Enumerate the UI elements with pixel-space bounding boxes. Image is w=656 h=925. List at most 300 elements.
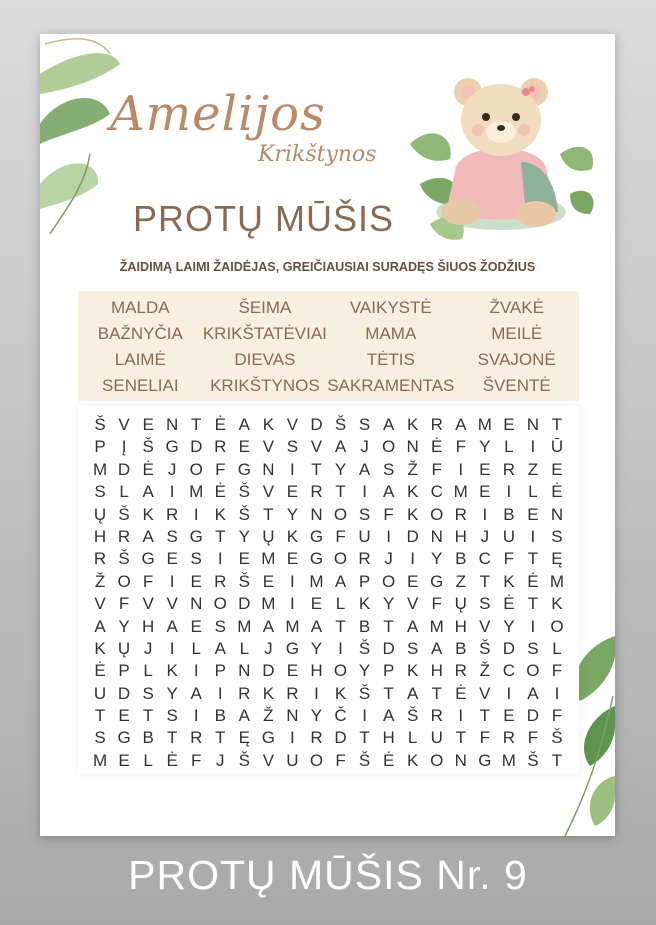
grid-letter: T [359,728,370,748]
grid-letter: M [261,594,276,614]
grid-letter: Š [358,683,371,703]
grid-letter: L [407,728,418,748]
grid-letter: F [527,728,539,748]
grid-letter: N [310,504,323,524]
grid-letter: I [290,571,295,591]
grid-letter: S [286,437,299,457]
grid-letter: A [310,616,323,636]
grid-letter: S [358,504,371,524]
word-list-item: ŠEIMA [238,298,292,317]
grid-letter: B [503,504,515,524]
grid-letter: K [262,683,275,703]
grid-letter: Š [358,750,371,770]
grid-letter: T [215,526,226,546]
grid-letter: E [190,616,202,636]
grid-letter: D [262,661,275,681]
grid-letter: K [142,504,154,524]
grid-letter: T [479,571,491,591]
grid-letter: S [406,638,419,658]
grid-letter: R [117,526,131,546]
grid-letter: V [262,437,275,457]
grid-letter: G [285,638,300,658]
grid-letter: O [213,594,227,614]
grid-letter: E [310,594,323,614]
grid-letter: J [264,638,273,658]
grid-letter: T [455,728,466,748]
grid-letter: V [310,437,323,457]
word-list-item: DIEVAS [234,350,296,369]
grid-letter: Ž [407,459,418,479]
grid-letter: J [216,750,225,770]
letter-grid [88,414,569,772]
grid-letter: I [217,549,223,569]
grid-letter: Y [310,638,323,658]
grid-letter: E [503,415,515,434]
event-name-script: Krikštynos [258,142,377,167]
grid-letter: H [93,526,107,546]
grid-letter: R [454,661,467,681]
grid-letter: S [214,616,226,636]
grid-letter: G [309,526,324,546]
grid-letter: I [290,594,295,614]
word-list-item: LAIMĖ [114,350,166,369]
word-search-grid [78,406,579,774]
grid-letter: I [338,638,343,658]
grid-letter: F [335,750,346,770]
grid-letter: Š [238,571,250,591]
grid-letter: I [530,437,536,457]
grid-letter: B [358,616,371,636]
grid-letter: R [190,728,203,748]
grid-letter: K [262,415,275,434]
grid-letter: K [286,526,299,546]
grid-letter: Č [334,706,347,726]
grid-letter: F [142,571,154,591]
grid-letter: V [479,616,491,636]
grid-letter: F [335,526,346,546]
grid-letter: S [479,594,491,614]
grid-letter: P [382,661,395,681]
grid-letter: E [406,571,419,591]
grid-letter: I [193,504,199,524]
grid-letter: Y [310,706,323,726]
grid-letter: M [285,616,300,636]
grid-letter: L [504,437,514,457]
grid-letter: I [290,459,295,479]
grid-letter: V [142,594,154,614]
grid-letter: Y [334,459,347,479]
grid-letter: Z [527,459,539,479]
word-list-item: MAMA [365,324,417,343]
grid-letter: O [333,549,348,569]
grid-letter: B [455,638,467,658]
grid-letter: L [239,638,250,658]
grid-letter: V [406,594,419,614]
grid-letter: M [429,616,444,636]
grid-letter: E [142,415,154,434]
grid-letter: G [309,549,324,569]
grid-letter: I [530,526,536,546]
grid-letter: Y [479,437,491,457]
grid-letter: T [551,415,563,434]
grid-letter: N [286,706,299,726]
grid-letter: O [382,571,396,591]
grid-letter: T [335,482,346,502]
grid-letter: O [333,661,348,681]
grid-letter: L [143,661,153,681]
grid-letter: G [237,459,251,479]
child-name-script: Amelijos [110,86,326,142]
word-list-item: SAKRAMENTAS [327,376,455,395]
grid-letter: T [527,549,539,569]
grid-letter: K [406,482,419,502]
grid-letter: A [358,459,371,479]
grid-letter: K [214,504,226,524]
grid-letter: I [362,482,367,502]
grid-letter: S [190,549,202,569]
word-list-item: MEILĖ [491,324,543,343]
grid-letter: D [117,459,131,479]
grid-letter: A [94,616,106,636]
grid-letter: Y [503,616,515,636]
grid-letter: C [478,549,491,569]
grid-letter: Ų [117,638,131,658]
grid-letter: F [551,661,563,681]
grid-letter: R [454,504,467,524]
grid-letter: I [169,571,175,591]
word-list-item: TĖTIS [366,350,415,369]
grid-letter: J [143,638,153,658]
grid-letter: T [311,459,322,479]
grid-letter: T [263,504,274,524]
grid-letter: A [142,526,154,546]
grid-letter: O [526,661,540,681]
grid-letter: T [383,616,394,636]
grid-letter: O [309,750,324,770]
grid-letter: J [360,437,369,457]
grid-letter: U [286,750,299,770]
grid-letter: Ė [455,683,467,703]
grid-letter: Ė [382,750,395,770]
grid-letter: H [382,728,395,748]
grid-letter: Š [334,415,347,434]
grid-letter: G [189,526,203,546]
grid-letter: Y [286,504,299,524]
grid-letter: A [334,437,347,457]
grid-letter: M [237,616,252,636]
word-list-item: KRIKŠTATĖVIAI [202,324,327,343]
grid-letter: F [191,750,202,770]
grid-letter: O [430,504,444,524]
grid-letter: I [410,549,416,569]
grid-letter: R [214,571,227,591]
grid-letter: I [482,504,488,524]
grid-letter: G [141,549,155,569]
grid-letter: B [455,549,467,569]
grid-letter: Š [238,750,250,770]
grid-letter: E [262,571,275,591]
grid-letter: N [406,437,419,457]
grid-letter: E [238,549,250,569]
grid-letter: S [94,482,106,502]
grid-letter: Ė [166,750,178,770]
word-list-item: SENELIAI [102,376,179,395]
grid-letter: O [333,504,348,524]
grid-letter: F [118,594,130,614]
grid-letter: V [94,594,106,614]
grid-letter: R [214,437,227,457]
grid-letter: Ė [527,571,539,591]
grid-letter: I [169,638,175,658]
word-list-item: BAŽNYČIA [97,324,183,343]
grid-letter: A [406,683,419,703]
grid-letter: K [551,594,563,614]
grid-letter: E [286,549,299,569]
grid-letter: I [458,459,464,479]
word-list-item: VAIKYSTĖ [349,298,432,317]
grid-letter: G [165,437,179,457]
grid-letter: A [406,616,419,636]
grid-letter: E [551,459,563,479]
grid-letter: G [261,728,275,748]
grid-letter: J [167,459,177,479]
grid-letter: N [550,504,564,524]
grid-letter: J [480,526,490,546]
grid-letter: C [430,482,443,502]
grid-letter: M [453,482,468,502]
grid-letter: E [527,504,539,524]
grid-letter: Š [118,549,130,569]
grid-letter: I [217,683,223,703]
grid-letter: N [238,661,251,681]
grid-letter: F [455,437,466,457]
grid-letter: A [238,415,250,434]
grid-letter: K [166,661,178,681]
grid-letter: V [262,750,275,770]
grid-letter: M [549,571,565,591]
grid-letter: H [141,616,155,636]
grid-letter: S [142,683,154,703]
grid-letter: H [454,526,467,546]
grid-letter: H [454,616,467,636]
grid-letter: N [454,750,467,770]
grid-letter: D [502,638,515,658]
grid-letter: R [502,459,515,479]
grid-letter: Ū [550,437,564,457]
grid-letter: A [190,683,202,703]
grid-letter: A [142,482,154,502]
grid-letter: R [430,415,443,434]
grid-letter: S [166,526,178,546]
grid-letter: O [430,750,444,770]
grid-letter: G [117,728,131,748]
grid-letter: N [166,415,179,434]
grid-letter: I [506,683,512,703]
grid-letter: E [166,549,178,569]
grid-letter: A [527,683,539,703]
grid-letter: A [455,415,467,434]
grid-letter: U [502,526,515,546]
grid-letter: K [406,504,419,524]
grid-letter: N [430,526,443,546]
grid-letter: M [501,750,516,770]
grid-letter: Ž [263,706,274,726]
grid-letter: Š [238,482,250,502]
grid-letter: M [92,750,108,770]
grid-letter: A [382,415,395,434]
grid-letter: Š [238,504,250,524]
grid-letter: E [479,482,491,502]
grid-letter: T [142,706,154,726]
grid-letter: L [191,638,201,658]
grid-letter: F [215,459,226,479]
grid-letter: L [552,638,562,658]
grid-letter: M [261,549,276,569]
grid-letter: S [166,706,178,726]
grid-letter: C [502,661,515,681]
grid-letter: R [93,549,107,569]
grid-letter: T [431,683,442,703]
grid-letter: O [550,616,564,636]
grid-letter: Ž [94,571,106,591]
grid-letter: U [93,683,107,703]
grid-letter: A [262,616,275,636]
grid-letter: J [384,549,393,569]
footer-label: PROTŲ MŪŠIS Nr. 9 [128,852,528,898]
grid-letter: H [310,661,323,681]
grid-letter: T [166,728,178,748]
grid-letter: A [166,616,178,636]
grid-letter: V [479,683,491,703]
grid-letter: D [382,638,395,658]
grid-letter: I [458,706,464,726]
grid-letter: K [406,750,419,770]
grid-letter: P [118,661,130,681]
grid-letter: Š [406,706,419,726]
grid-letter: I [314,683,319,703]
grid-letter: Ę [551,549,563,569]
grid-letter: M [477,415,492,434]
grid-letter: A [334,571,347,591]
grid-letter: F [551,706,563,726]
grid-letter: D [190,437,203,457]
grid-letter: P [94,437,106,457]
game-title: PROTŲ MŪŠIS [133,198,395,239]
grid-letter: R [238,683,251,703]
grid-letter: I [386,526,391,546]
word-list-item: SVAJONĖ [477,350,556,369]
grid-letter: N [262,459,275,479]
grid-letter: L [335,594,346,614]
grid-letter: S [382,459,395,479]
grid-letter: F [431,594,442,614]
grid-letter: Ė [431,437,443,457]
grid-letter: Y [382,594,395,614]
grid-letter: T [551,750,563,770]
grid-letter: I [193,706,199,726]
grid-letter: Š [527,750,539,770]
grid-letter: T [383,683,394,703]
grid-letter: V [286,415,299,434]
grid-letter: R [286,683,299,703]
grid-letter: Ė [94,661,106,681]
grid-letter: A [382,482,395,502]
grid-letter: Z [455,571,466,591]
word-list-box [78,291,579,401]
grid-letter: S [527,638,539,658]
grid-letter: Š [479,638,491,658]
grid-letter: Ų [262,526,275,546]
grid-letter: Ž [479,661,491,681]
grid-letter: K [334,683,347,703]
grid-letter: V [262,482,275,502]
grid-letter: T [191,415,202,434]
grid-letter: I [362,706,367,726]
grid-letter: N [190,594,203,614]
grid-letter: M [189,482,204,502]
grid-letter: G [430,571,444,591]
grid-letter: D [310,415,323,434]
grid-letter: Į [121,437,127,457]
grid-letter: Y [118,616,130,636]
grid-letter: T [94,706,106,726]
word-list [78,295,579,399]
grid-letter: R [310,482,323,502]
grid-letter: Ė [142,459,154,479]
grid-letter: Ė [503,594,515,614]
grid-letter: Š [94,415,106,434]
grid-letter: I [169,482,175,502]
grid-letter: F [383,504,394,524]
grid-letter: P [358,571,371,591]
grid-letter: Š [118,504,130,524]
grid-letter: K [406,415,419,434]
grid-letter: Y [358,661,371,681]
grid-letter: K [94,638,106,658]
grid-letter: L [119,482,129,502]
grid-letter: A [431,638,443,658]
grid-letter: Ę [238,728,250,748]
grid-letter: P [214,661,226,681]
grid-letter: Ė [214,415,226,434]
grid-letter: D [526,706,540,726]
grid-letter: F [503,549,515,569]
grid-letter: O [117,571,131,591]
grid-letter: S [358,415,371,434]
poster-card [40,34,615,836]
grid-letter: A [238,706,250,726]
grid-letter: V [118,415,130,434]
grid-letter: G [478,750,492,770]
grid-letter: I [193,661,199,681]
grid-letter: R [502,728,515,748]
grid-letter: E [238,437,250,457]
grid-letter: K [406,661,419,681]
grid-letter: O [382,437,396,457]
grid-letter: R [430,706,443,726]
grid-letter: A [214,638,226,658]
grid-letter: U [358,526,371,546]
grid-letter: L [528,482,538,502]
grid-letter: R [310,728,323,748]
grid-letter: S [94,728,106,748]
grid-letter: T [479,706,491,726]
grid-letter: R [358,549,371,569]
grid-letter: E [286,661,299,681]
grid-letter: R [166,504,179,524]
grid-letter: Š [551,728,563,748]
grid-letter: I [554,683,560,703]
